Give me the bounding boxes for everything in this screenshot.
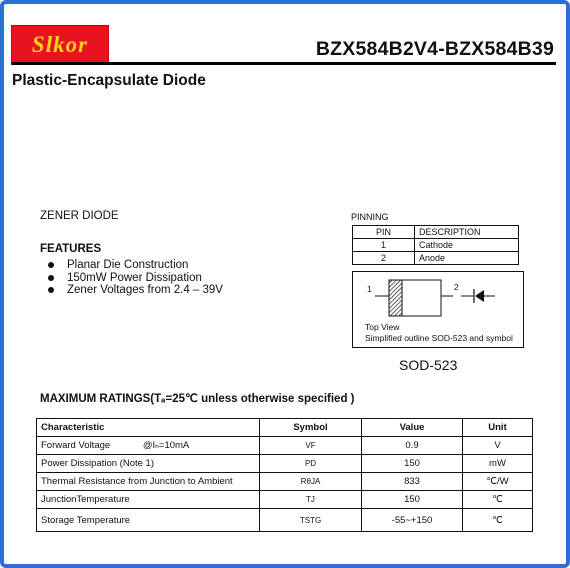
- pin-description: Cathode: [415, 239, 519, 252]
- value-cell: 150: [362, 455, 463, 473]
- value-column-header: Value: [362, 419, 463, 437]
- pin-description: Anode: [415, 252, 519, 265]
- symbol-cell: TJ: [260, 491, 362, 509]
- package-outline-box: [352, 271, 524, 348]
- feature-item: Zener Voltages from 2.4 – 39V: [48, 284, 223, 297]
- unit-column-header: Unit: [463, 419, 533, 437]
- unit-cell: V: [463, 437, 533, 455]
- characteristic-cell: Power Dissipation (Note 1): [37, 455, 260, 473]
- table-row: [353, 239, 519, 252]
- characteristic-cell: Storage Temperature: [37, 509, 260, 532]
- cathode-band: [389, 280, 402, 316]
- max-ratings-heading: MAXIMUM RATINGS(Tₐ=25℃ unless otherwise specified ): [40, 393, 355, 405]
- pin-2-marker: 2: [454, 282, 459, 292]
- header-divider: [12, 62, 556, 65]
- table-row: [37, 509, 533, 532]
- characteristic-cell: Thermal Resistance from Junction to Ambient: [37, 473, 260, 491]
- symbol-column-header: Symbol: [260, 419, 362, 437]
- document-subtitle: Plastic-Encapsulate Diode: [12, 72, 206, 89]
- value-cell: 833: [362, 473, 463, 491]
- symbol-cell: PD: [260, 455, 362, 473]
- table-row: [353, 252, 519, 265]
- brand-logo: [12, 26, 108, 64]
- features-heading: FEATURES: [40, 243, 102, 255]
- device-type: ZENER DIODE: [40, 210, 119, 222]
- value-cell: 0.9: [362, 437, 463, 455]
- characteristic-cell: JunctionTemperature: [37, 491, 260, 509]
- characteristic-text: Forward Voltage: [41, 440, 111, 451]
- value-cell: 150: [362, 491, 463, 509]
- package-name: SOD-523: [399, 357, 458, 373]
- characteristic-cell: [37, 437, 260, 455]
- table-row: [37, 455, 533, 473]
- table-row: [37, 437, 533, 455]
- characteristic-column-header: Characteristic: [37, 419, 260, 437]
- pinning-table: [352, 225, 519, 265]
- pin-1-marker: 1: [367, 284, 372, 294]
- outline-note: Simplified outline SOD-523 and symbol: [365, 333, 513, 343]
- unit-cell: mW: [463, 455, 533, 473]
- feature-item: Planar Die Construction: [48, 259, 223, 272]
- value-cell: -55~+150: [362, 509, 463, 532]
- ratings-header-row: [37, 419, 533, 437]
- max-ratings-table: [36, 418, 533, 532]
- diode-symbol-icon: [461, 289, 495, 303]
- unit-cell: ℃: [463, 509, 533, 532]
- feature-item: 150mW Power Dissipation: [48, 272, 223, 285]
- symbol-cell: VF: [260, 437, 362, 455]
- part-number-range: BZX584B2V4-BZX584B39: [315, 38, 554, 60]
- unit-cell: ℃/W: [463, 473, 533, 491]
- unit-cell: ℃: [463, 491, 533, 509]
- pin-number: 2: [353, 252, 415, 265]
- pin-number: 1: [353, 239, 415, 252]
- features-list: [48, 259, 223, 297]
- top-view-label: Top View: [365, 322, 400, 332]
- pinning-heading: PINNING: [351, 212, 389, 222]
- symbol-cell: RθJA: [260, 473, 362, 491]
- condition-text: @Iₙ=10mA: [142, 440, 190, 451]
- table-row: [37, 473, 533, 491]
- brand-logo-text: Slkor: [31, 32, 89, 57]
- symbol-cell: TSTG: [260, 509, 362, 532]
- pinning-header-row: [353, 226, 519, 239]
- table-row: [37, 491, 533, 509]
- description-column-header: DESCRIPTION: [415, 226, 519, 239]
- pin-column-header: PIN: [353, 226, 415, 239]
